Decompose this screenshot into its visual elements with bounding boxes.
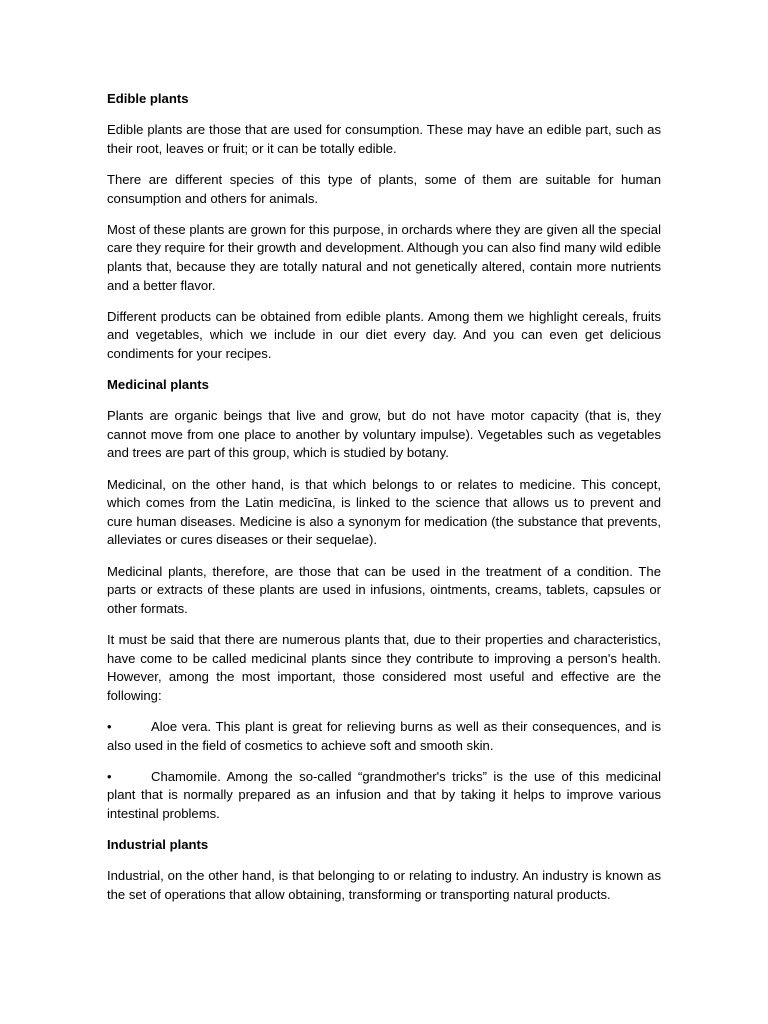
document-page (107, 90, 661, 917)
paragraph: There are different species of this type of plants, some of them are suitable for human consumption and others for animals. (107, 171, 661, 206)
bullet-item (107, 718, 661, 755)
heading-medicinal-plants: Medicinal plants (107, 377, 209, 393)
paragraph: Medicinal plants, therefore, are those that can be used in the treatment of a condition. The parts or extracts of these plants are used in infusions, ointments, creams, tablets, capsules or other formats. (107, 563, 661, 616)
bullet-mark: • (107, 768, 112, 784)
bullet-mark: • (107, 718, 112, 734)
heading-edible-plants: Edible plants (107, 91, 189, 106)
bullet-text: Chamomile. Among the so-called “grandmother's tricks” is the use of this medicinal plant that is normally prepared as an infusion and that by taking it helps to improve various intestinal problems. (107, 768, 661, 821)
paragraph: Plants are organic beings that live and grow, but do not have motor capacity (that is, they cannot move from one place to another by voluntary impulse). Vegetables such as vegetables and trees are part of this group, which is studied by botany. (107, 408, 661, 461)
paragraph: Different products can be obtained from edible plants. Among them we highlight cereals, fruits and vegetables, which we include in our diet every day. And you can even get delicious condiments for your recipes. (107, 308, 661, 361)
bullet-item (107, 768, 661, 824)
paragraph: Edible plants are those that are used for consumption. These may have an edible part, such as their root, leaves or fruit; or it can be totally edible. (107, 122, 661, 156)
bullet-text: Aloe vera. This plant is great for relieving burns as well as their consequences, and is also used in the field of cosmetics to achieve soft and smooth skin. (107, 718, 661, 753)
paragraph: Medicinal, on the other hand, is that which belongs to or relates to medicine. This concept, which comes from the Latin medicīna, is linked to the science that allows us to prevent and cure human diseases. Medicine is also a synonym for medication (the substance that prevents, alleviates or cures diseases or their sequelae). (107, 476, 661, 548)
paragraph: Most of these plants are grown for this purpose, in orchards where they are given all the special care they require for their growth and development. Although you can also find many wild edible plants that, because they are totally natural and not genetically altered, contain more nutrients and a better flavor. (107, 221, 661, 293)
paragraph: It must be said that there are numerous plants that, due to their properties and characteristics, have come to be called medicinal plants since they contribute to improving a person's health. However, among the most important, those considered most useful and effective are the following: (107, 632, 661, 703)
paragraph: Industrial, on the other hand, is that belonging to or relating to industry. An industry is known as the set of operations that allow obtaining, transforming or transporting natural products. (107, 868, 661, 902)
heading-industrial-plants: Industrial plants (107, 837, 209, 853)
